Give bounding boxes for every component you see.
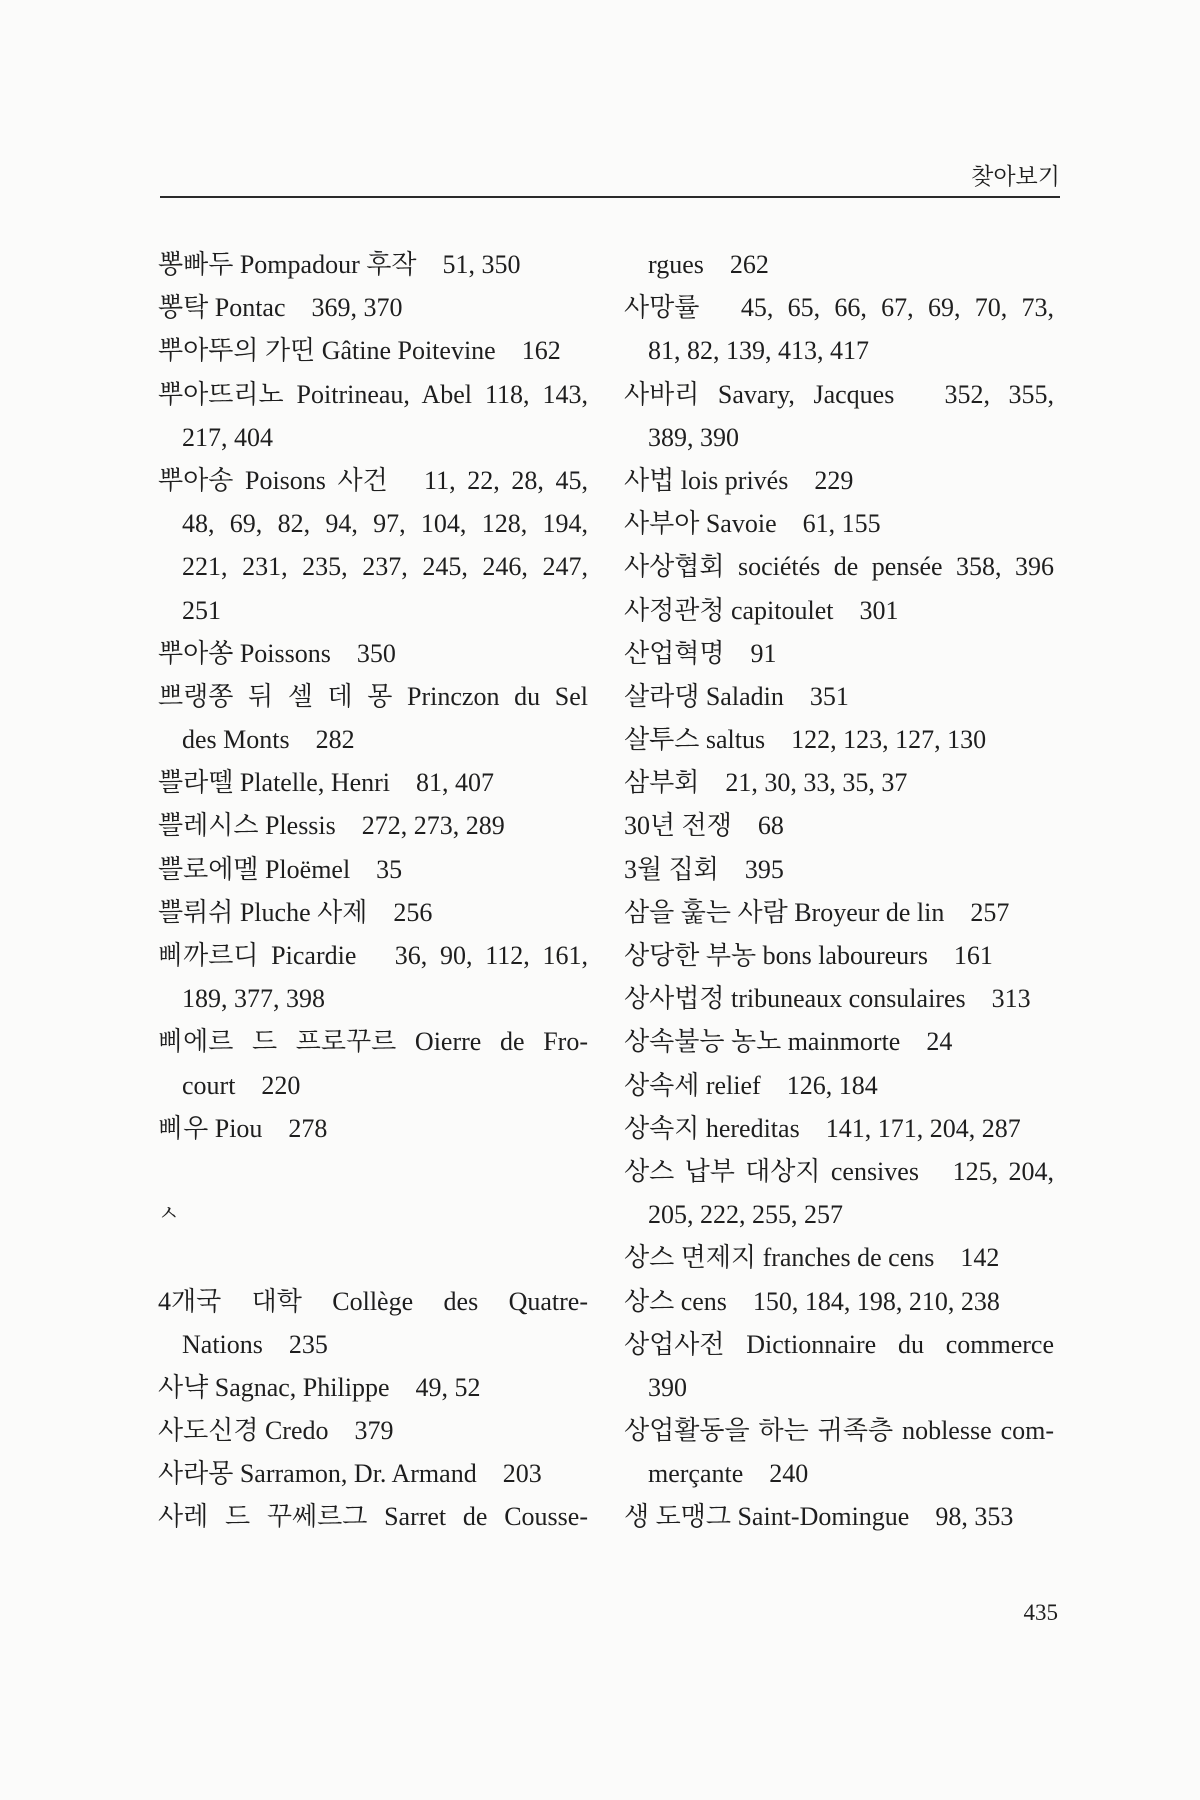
index-entry: 뿌아쏭 Poissons 350 (158, 638, 396, 668)
index-entry: 산업혁명 91 (624, 638, 777, 668)
index-entry: 살투스 saltus 122, 123, 127, 130 (624, 725, 987, 755)
index-entry: 상업활동을 하는 귀족층 noblesse com- (624, 1416, 1054, 1446)
index-entry: 삐에르 드 프로꾸르 Oierre de Fro- (158, 1027, 588, 1057)
index-entry: 사망률 45, 65, 66, 67, 69, 70, 73, (624, 293, 1054, 323)
index-entry: 쁠레시스 Plessis 272, 273, 289 (158, 811, 505, 841)
index-entry: 쁠라뗄 Platelle, Henri 81, 407 (158, 768, 495, 798)
index-entry: 쁘랭쫑 뒤 셀 데 몽 Princzon du Sel (158, 681, 588, 711)
index-entry: 사도신경 Credo 379 (158, 1416, 394, 1446)
index-entry: 30년 전쟁 68 (624, 811, 784, 841)
index-entry-continuation: 221, 231, 235, 237, 245, 246, 247, (182, 552, 588, 582)
index-entry-continuation: court 220 (182, 1070, 301, 1100)
index-entry-continuation: rgues 262 (648, 250, 769, 279)
index-entry: 상속지 hereditas 141, 171, 204, 287 (624, 1113, 1021, 1143)
index-entry: 3월 집회 395 (624, 854, 784, 884)
index-entry: 4개국 대학 Collège des Quatre- (158, 1286, 588, 1316)
index-entry: 뿌아송 Poisons 사건 11, 22, 28, 45, (158, 465, 588, 495)
index-entry: 상스 납부 대상지 censives 125, 204, (624, 1156, 1054, 1186)
index-entry: 사레 드 꾸쎄르그 Sarret de Cousse- (158, 1502, 588, 1532)
index-entry-continuation: des Monts 282 (182, 725, 355, 755)
index-entry-continuation: 205, 222, 255, 257 (648, 1200, 843, 1230)
index-entry: 삼을 훑는 사람 Broyeur de lin 257 (624, 897, 1010, 927)
index-entry: 사바리 Savary, Jacques 352, 355, (624, 379, 1054, 409)
index-entry: 쁠뤼쉬 Pluche 사제 256 (158, 897, 433, 927)
index-entry: 사부아 Savoie 61, 155 (624, 509, 881, 539)
blank-line (158, 1150, 588, 1193)
index-entry: 뿌아뜨리노 Poitrineau, Abel 118, 143, (158, 379, 588, 409)
index-entry: 쁠로에멜 Ploëmel 35 (158, 854, 403, 884)
index-entry: 삐우 Piou 278 (158, 1113, 328, 1143)
page-number: 435 (1023, 1600, 1058, 1625)
index-entry: 사냑 Sagnac, Philippe 49, 52 (158, 1372, 481, 1402)
index-entry: 뽕빠두 Pompadour 후작 51, 350 (158, 250, 521, 279)
index-entry: 사법 lois privés 229 (624, 465, 854, 495)
index-entry: 상속불능 농노 mainmorte 24 (624, 1027, 953, 1057)
index-entry-continuation: 251 (182, 595, 221, 625)
index-entry-continuation: 48, 69, 82, 94, 97, 104, 128, 194, (182, 509, 588, 539)
index-entry: 상스 면제지 franches de cens 142 (624, 1243, 1000, 1273)
index-entry-continuation: 81, 82, 139, 413, 417 (648, 336, 869, 366)
index-entry-continuation: 390 (648, 1372, 687, 1402)
index-entry: 사라몽 Sarramon, Dr. Armand 203 (158, 1459, 542, 1489)
index-entry: 상스 cens 150, 184, 198, 210, 238 (624, 1286, 1000, 1316)
index-entry: 사정관청 capitoulet 301 (624, 595, 899, 625)
index-entry: 생 도맹그 Saint-Domingue 98, 353 (624, 1502, 1014, 1532)
index-column-left (158, 243, 588, 1539)
blank-line (158, 1236, 588, 1279)
index-entry: 삼부회 21, 30, 33, 35, 37 (624, 768, 908, 798)
index-entry-continuation: Nations 235 (182, 1329, 328, 1359)
index-entry: 상사법정 tribuneaux consulaires 313 (624, 984, 1031, 1014)
index-entry: 상업사전 Dictionnaire du commerce (624, 1329, 1054, 1359)
index-column-right (624, 243, 1054, 1539)
index-entry-continuation: 189, 377, 398 (182, 984, 325, 1014)
index-entry: 상당한 부농 bons laboureurs 161 (624, 941, 993, 970)
index-entry: 살라댕 Saladin 351 (624, 681, 849, 711)
index-entry: 뿌아뚜의 가띤 Gâtine Poitevine 162 (158, 336, 561, 366)
index-entry: 상속세 relief 126, 184 (624, 1070, 878, 1100)
index-entry: 뽕탁 Pontac 369, 370 (158, 293, 403, 323)
index-entry-continuation: 389, 390 (648, 422, 739, 452)
index-entry: 사상협회 sociétés de pensée 358, 396 (624, 552, 1054, 582)
index-entry: 삐까르디 Picardie 36, 90, 112, 161, (158, 941, 588, 970)
section-heading: ㅅ (158, 1202, 180, 1228)
running-head-title: 찾아보기 (971, 164, 1060, 190)
running-head (160, 162, 1060, 198)
index-entry-continuation: 217, 404 (182, 422, 273, 452)
index-entry-continuation: merçante 240 (648, 1459, 809, 1489)
